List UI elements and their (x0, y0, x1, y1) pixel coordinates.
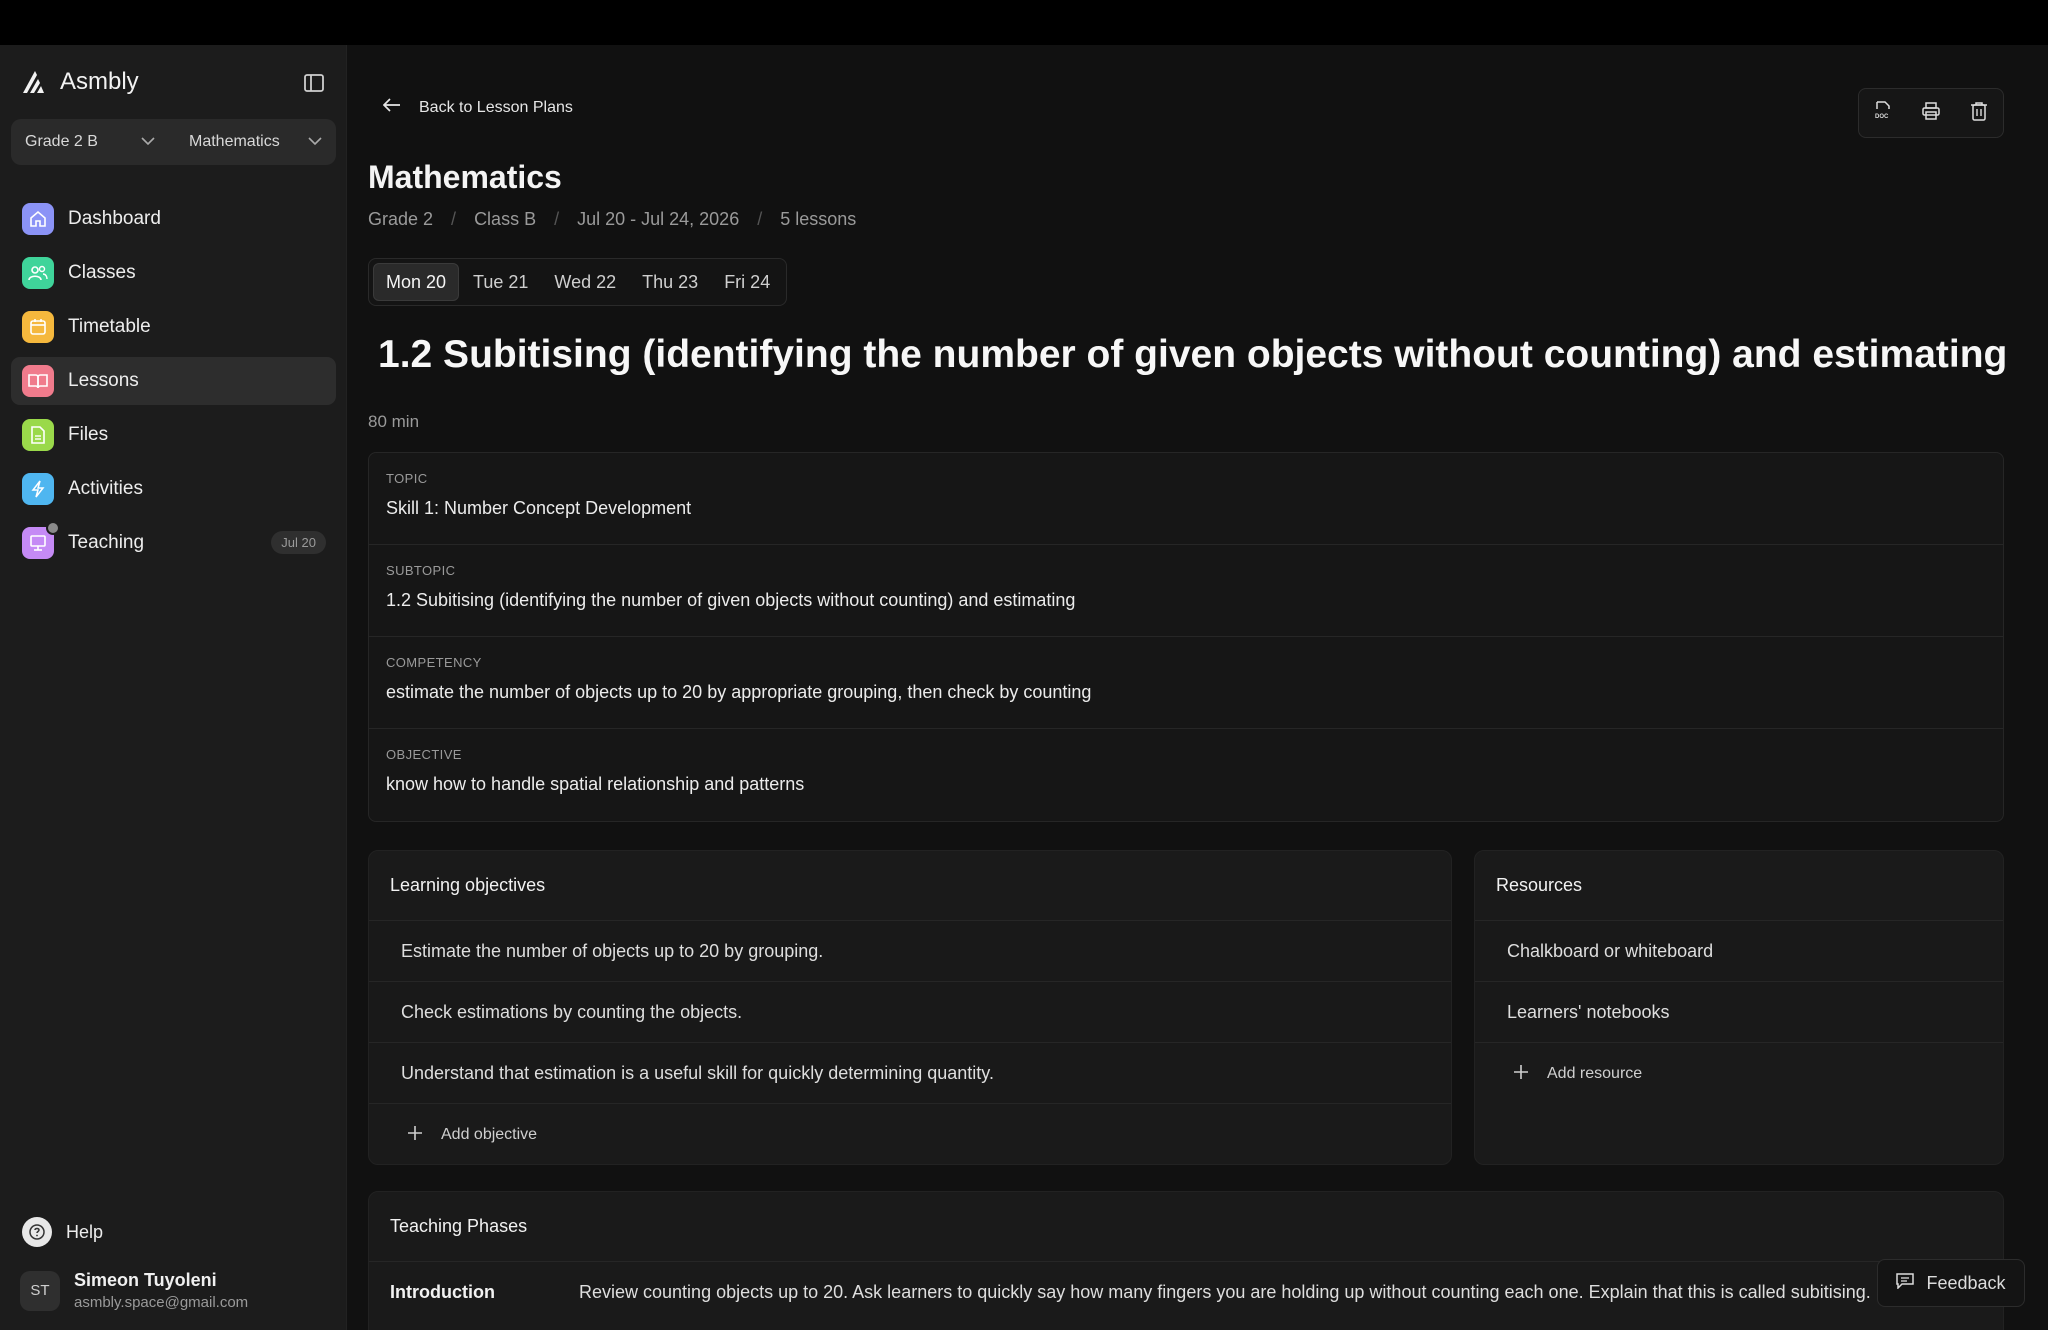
plus-icon (407, 1125, 423, 1146)
phase-description: Review counting objects up to 20. Ask learners to quickly say how many fingers you are holding up without counting each one. Explain that this is called subitising. (579, 1282, 1871, 1302)
detail-value: Skill 1: Number Concept Development (386, 498, 692, 518)
breadcrumb-dates: Jul 20 - Jul 24, 2026 (577, 209, 740, 229)
phase-name: Introduction (390, 1282, 495, 1302)
users-icon (22, 257, 54, 289)
chevron-down-icon (141, 133, 155, 151)
sidebar-item-timetable[interactable] (11, 303, 336, 351)
detail-label: OBJECTIVE (386, 747, 462, 762)
tab-wed-22[interactable]: Wed 22 (554, 271, 617, 292)
collapse-sidebar-button[interactable] (300, 71, 328, 99)
feedback-label: Feedback (1926, 1272, 2006, 1293)
print-icon (1921, 101, 1941, 126)
sidebar-item-label: Lessons (68, 370, 139, 391)
detail-label: COMPETENCY (386, 655, 482, 670)
main-content (347, 45, 2048, 1330)
sidebar-item-label: Teaching (68, 532, 145, 553)
sidebar-item-dashboard[interactable] (11, 195, 336, 243)
sidebar-toggle-icon (304, 74, 324, 97)
back-label: Back to Lesson Plans (419, 98, 573, 116)
back-to-lesson-plans-link[interactable] (383, 98, 573, 117)
avatar: ST (20, 1271, 60, 1311)
add-resource-label: Add resource (1547, 1065, 1643, 1082)
user-info (74, 1270, 248, 1311)
add-resource-button[interactable] (1475, 1043, 2003, 1105)
panel-heading: Resources (1475, 851, 2003, 921)
user-name: Simeon Tuyoleni (74, 1270, 217, 1290)
breadcrumb-grade: Grade 2 (368, 209, 434, 229)
file-icon (22, 419, 54, 451)
breadcrumb-separator: / (757, 209, 763, 229)
breadcrumb (368, 209, 856, 230)
sidebar-item-label: Timetable (68, 316, 151, 337)
tab-mon-20[interactable]: Mon 20 (373, 263, 459, 301)
detail-topic[interactable] (369, 453, 2003, 545)
sidebar-item-label: Files (68, 424, 109, 445)
detail-value: know how to handle spatial relationship and patterns (386, 774, 805, 794)
subject-select[interactable] (169, 119, 336, 165)
class-select[interactable] (11, 119, 169, 165)
sidebar-item-classes[interactable] (11, 249, 336, 297)
delete-button[interactable] (1955, 89, 2003, 137)
list-item[interactable]: Check estimations by counting the objects. (369, 982, 1451, 1043)
help-circle-icon (22, 1217, 52, 1247)
plus-icon (1513, 1064, 1529, 1085)
sidebar (0, 45, 347, 1330)
add-objective-button[interactable] (369, 1104, 1451, 1165)
chevron-down-icon (308, 133, 322, 151)
lesson-duration[interactable]: 80 min (368, 412, 420, 431)
app-shell (0, 45, 2048, 1330)
window-top-bar (0, 0, 2048, 45)
subject-select-value: Mathematics (189, 133, 280, 150)
class-select-value: Grade 2 B (25, 133, 98, 150)
message-icon (1896, 1273, 1914, 1294)
sidebar-item-lessons[interactable] (11, 357, 336, 405)
sidebar-item-label: Activities (68, 478, 143, 499)
help-link[interactable] (22, 1217, 103, 1247)
app-name: Asmbly (60, 68, 139, 95)
tab-thu-23[interactable]: Thu 23 (642, 271, 699, 292)
list-item[interactable]: Learners' notebooks (1475, 982, 2003, 1043)
detail-subtopic[interactable] (369, 545, 2003, 637)
export-doc-button[interactable] (1859, 89, 1907, 137)
sidebar-item-label: Classes (68, 262, 136, 283)
detail-value: 1.2 Subitising (identifying the number of given objects without counting) and estimating (386, 590, 1076, 610)
lesson-toolbar (1858, 88, 2004, 138)
asmbly-logo-icon (20, 67, 50, 97)
help-label: Help (66, 1221, 104, 1242)
add-objective-label: Add objective (441, 1126, 538, 1143)
learning-objectives-panel (368, 850, 1452, 1165)
phase-row[interactable] (369, 1262, 2006, 1323)
sidebar-item-label: Dashboard (68, 208, 161, 229)
user-email: asmbly.space@gmail.com (74, 1294, 249, 1311)
panel-heading: Learning objectives (369, 851, 1451, 921)
list-item[interactable]: Understand that estimation is a useful skill for quickly determining quantity. (369, 1043, 1451, 1104)
tab-tue-21[interactable]: Tue 21 (473, 271, 529, 292)
panel-heading: Teaching Phases (369, 1192, 2003, 1262)
svg-text:DOC: DOC (1875, 113, 1889, 120)
breadcrumb-separator: / (451, 209, 457, 229)
resources-panel (1474, 850, 2004, 1165)
list-item[interactable]: Estimate the number of objects up to 20 by grouping. (369, 921, 1451, 982)
breadcrumb-class: Class B (474, 209, 537, 229)
breadcrumb-separator: / (554, 209, 560, 229)
arrow-left-icon (383, 98, 401, 117)
page-title: Mathematics (368, 159, 562, 195)
presentation-icon (22, 527, 54, 559)
print-button[interactable] (1907, 89, 1955, 137)
sidebar-item-teaching[interactable] (11, 519, 336, 567)
status-dot (46, 521, 60, 535)
lesson-details-card (368, 452, 2004, 822)
sidebar-item-activities[interactable] (11, 465, 336, 513)
detail-label: TOPIC (386, 471, 428, 486)
home-icon (22, 203, 54, 235)
feedback-button[interactable] (1877, 1259, 2025, 1307)
sidebar-item-files[interactable] (11, 411, 336, 459)
day-tabs (368, 258, 787, 306)
bolt-icon (22, 473, 54, 505)
brand[interactable] (20, 67, 139, 97)
detail-value: estimate the number of objects up to 20 by appropriate grouping, then check by counting (386, 682, 1092, 702)
detail-label: SUBTOPIC (386, 563, 456, 578)
breadcrumb-lesson-count: 5 lessons (780, 209, 857, 229)
detail-competency[interactable] (369, 637, 2003, 729)
sidebar-nav (11, 195, 336, 573)
date-badge: Jul 20 (271, 531, 326, 554)
book-icon (22, 365, 54, 397)
trash-icon (1970, 101, 1988, 126)
doc-export-icon (1874, 101, 1892, 126)
user-profile[interactable] (20, 1270, 248, 1311)
lesson-title[interactable]: 1.2 Subitising (identifying the number of given objects without counting) and estimating (378, 333, 2008, 376)
tab-fri-24[interactable]: Fri 24 (724, 271, 771, 292)
teaching-phases-panel (368, 1191, 2004, 1330)
calendar-icon (22, 311, 54, 343)
class-subject-selector (11, 119, 336, 165)
detail-objective[interactable] (369, 729, 2003, 821)
list-item[interactable]: Chalkboard or whiteboard (1475, 921, 2003, 982)
